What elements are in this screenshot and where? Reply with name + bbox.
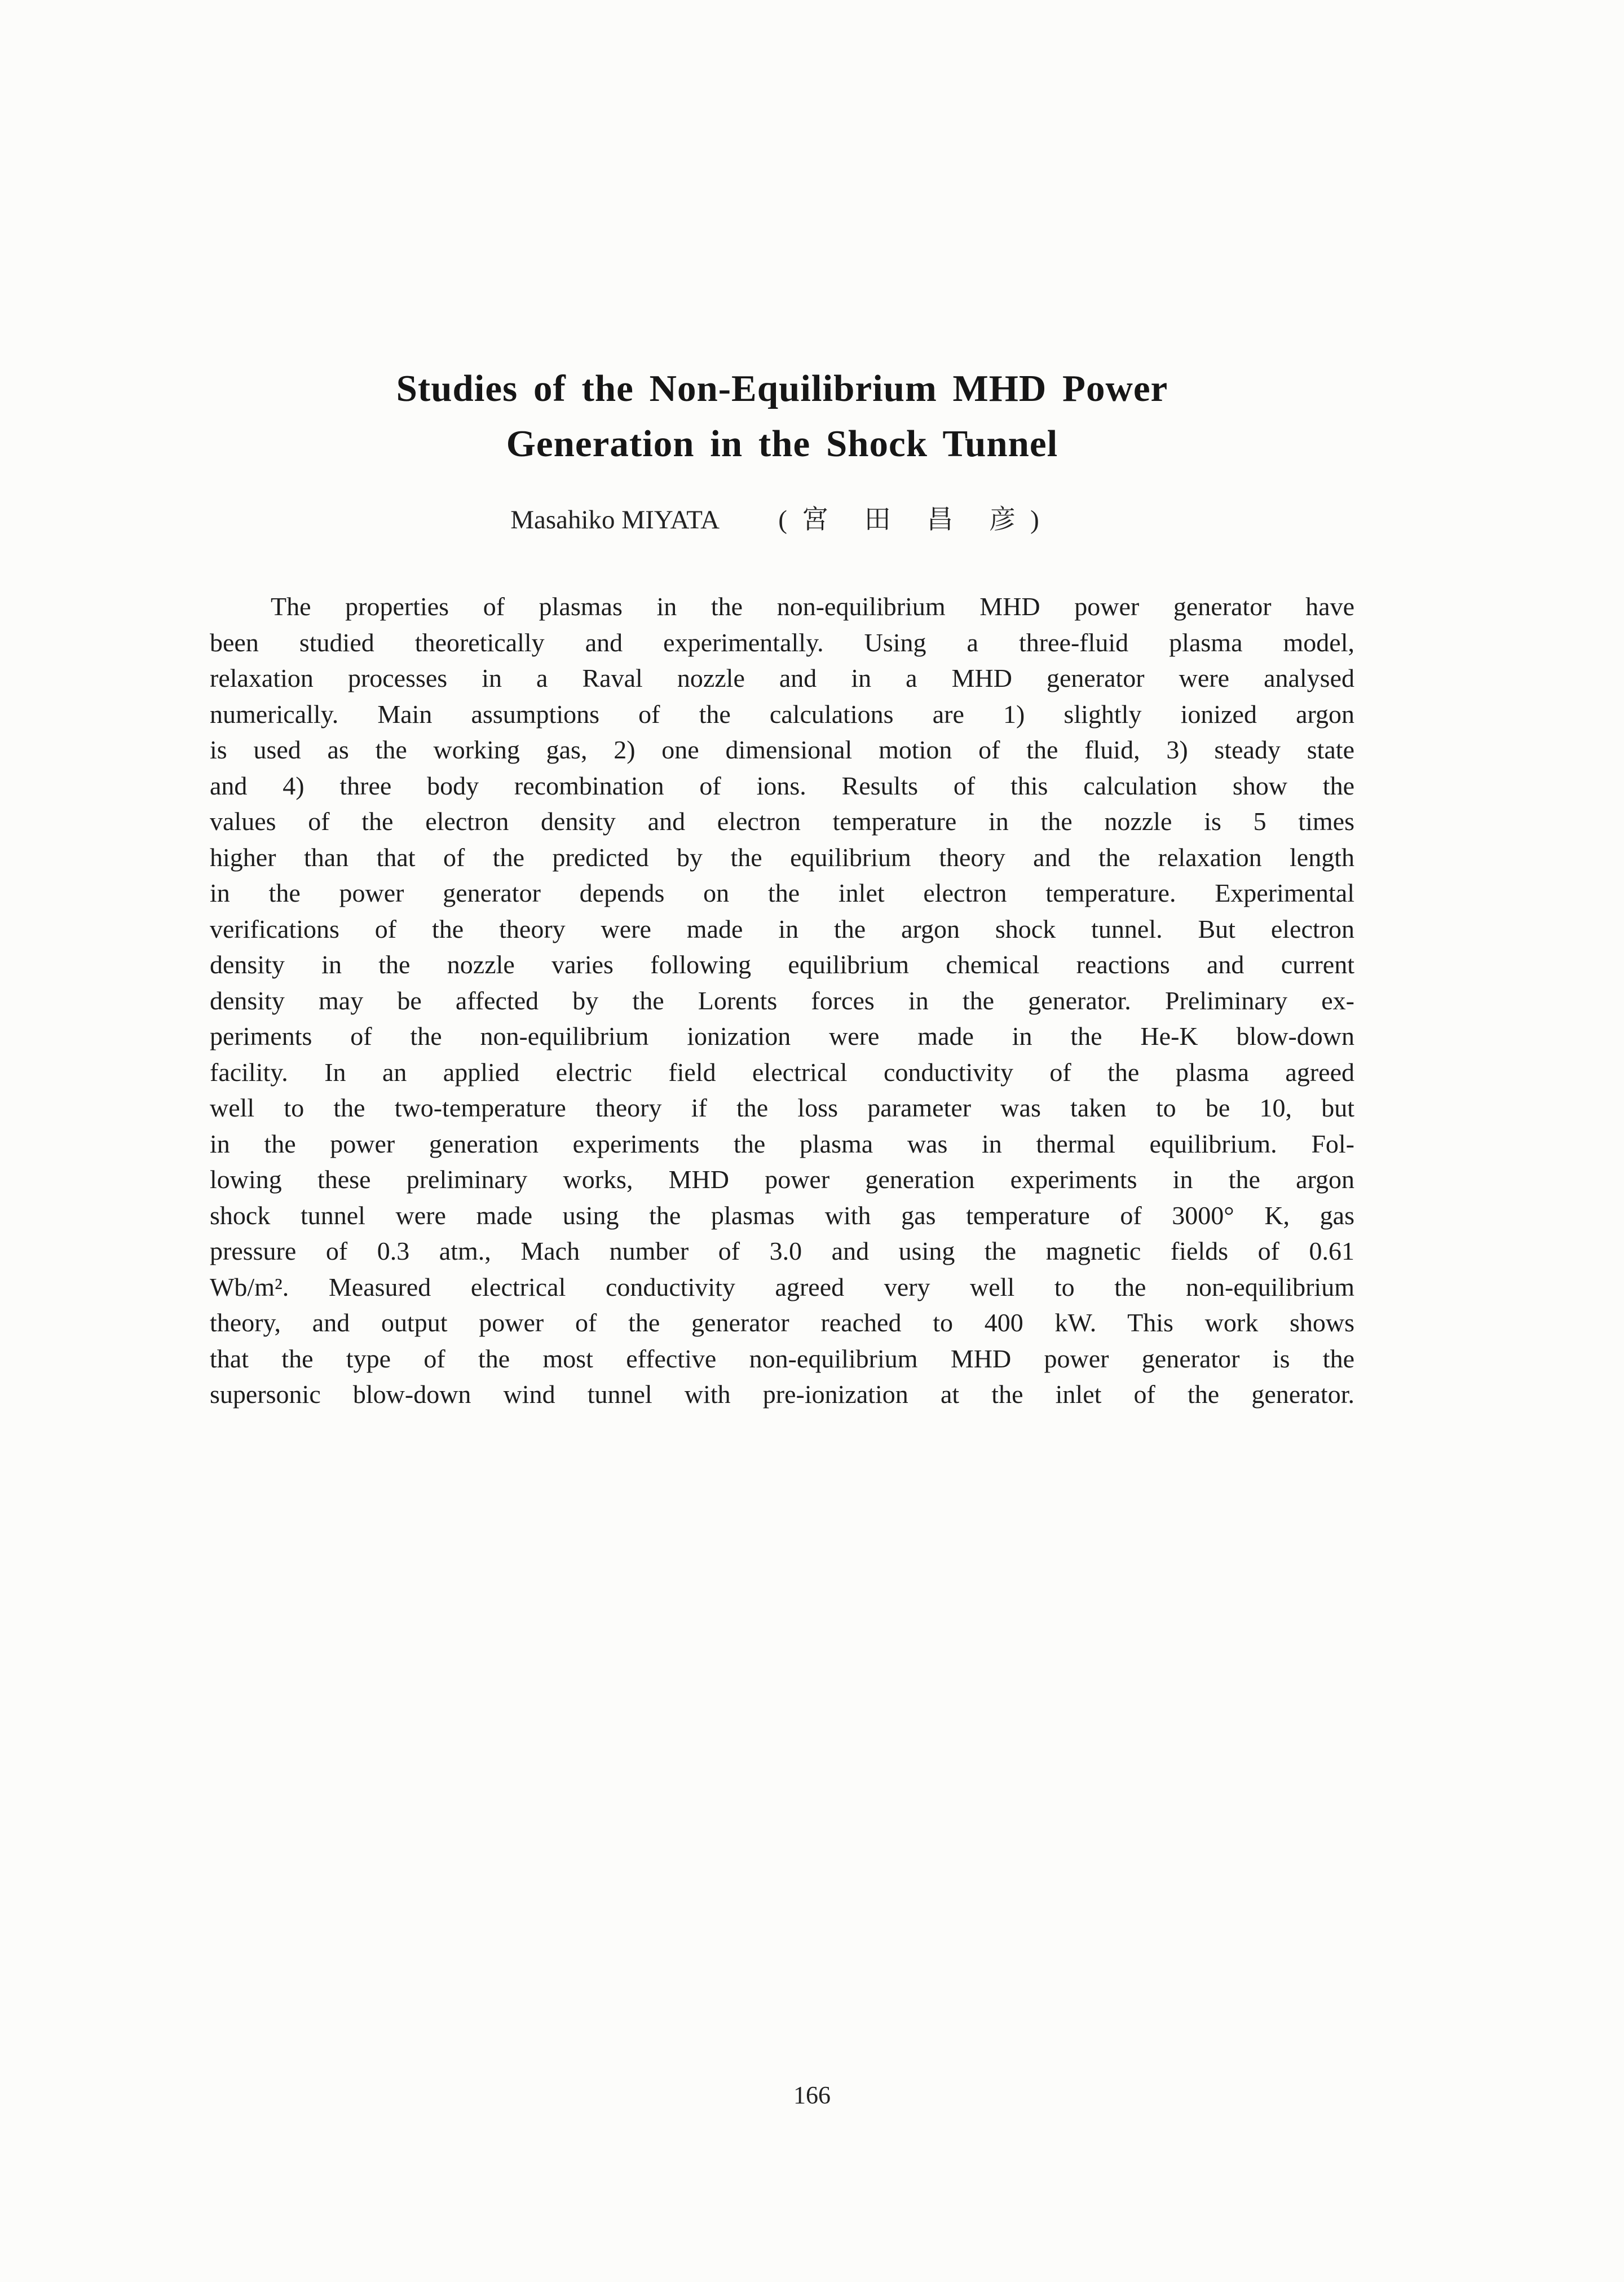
paper-title-line-1: Studies of the Non-Equilibrium MHD Power [396, 368, 1168, 409]
abstract-line: periments of the non-equilibrium ionization were made in the He-K blow-down [210, 1022, 1354, 1050]
abstract-line: pressure of 0.3 atm., Mach number of 3.0 and using the magnetic fields of 0.61 [210, 1237, 1354, 1265]
abstract-line: and 4) three body recombination of ions. Results of this calculation show the [210, 771, 1354, 800]
abstract-line: well to the two-temperature theory if the loss parameter was taken to be 10, but [210, 1093, 1354, 1122]
abstract-line: shock tunnel were made using the plasmas with gas temperature of 3000° K, gas [210, 1200, 1354, 1230]
author-line [210, 503, 1354, 537]
abstract-line: supersonic blow-down wind tunnel with pre-ionization at the inlet of the generator. [210, 1380, 1354, 1409]
author-name: Masahiko MIYATA [510, 505, 718, 535]
abstract-line: that the type of the most effective non-equilibrium MHD power generator is the [210, 1344, 1354, 1373]
page-number: 166 [793, 2081, 831, 2109]
abstract-line: facility. In an applied electric field electrical conductivity of the plasma agreed [210, 1057, 1354, 1087]
abstract-line: verifications of the theory were made in the argon shock tunnel. But electron [210, 914, 1354, 943]
author-name-kanji: (宮 田 昌 彦) [778, 505, 1054, 535]
abstract-line: numerically. Main assumptions of the calculations are 1) slightly ionized argon [210, 699, 1354, 729]
abstract-line: density may be affected by the Lorents forces in the generator. Preliminary ex- [210, 986, 1354, 1015]
abstract-line: density in the nozzle varies following equilibrium chemical reactions and current [210, 950, 1354, 979]
abstract-line: higher than that of the predicted by the equilibrium theory and the relaxation length [210, 842, 1354, 872]
abstract-line: relaxation processes in a Raval nozzle and in a MHD generator were analysed [210, 664, 1354, 692]
abstract-line: been studied theoretically and experimentally. Using a three-fluid plasma model, [210, 628, 1354, 657]
abstract-line: theory, and output power of the generator reached to 400 kW. This work shows [210, 1308, 1354, 1337]
abstract-line: Wb/m². Measured electrical conductivity agreed very well to the non-equilibrium [210, 1272, 1354, 1301]
abstract-line: values of the electron density and electron temperature in the nozzle is 5 times [210, 807, 1354, 836]
abstract-paragraph [210, 589, 1354, 1413]
abstract-line: in the power generator depends on the inlet electron temperature. Experimental [210, 879, 1354, 907]
paper-title-line-2: Generation in the Shock Tunnel [506, 423, 1058, 465]
paper-title [210, 0, 1354, 471]
abstract-line: is used as the working gas, 2) one dimensional motion of the fluid, 3) steady state [210, 735, 1354, 764]
text-column [210, 0, 1354, 2282]
abstract-line: lowing these preliminary works, MHD power generation experiments in the argon [210, 1165, 1354, 1194]
abstract-line: The properties of plasmas in the non-equilibrium MHD power generator have [271, 592, 1354, 621]
abstract-line: in the power generation experiments the plasma was in thermal equilibrium. Fol- [210, 1129, 1354, 1158]
